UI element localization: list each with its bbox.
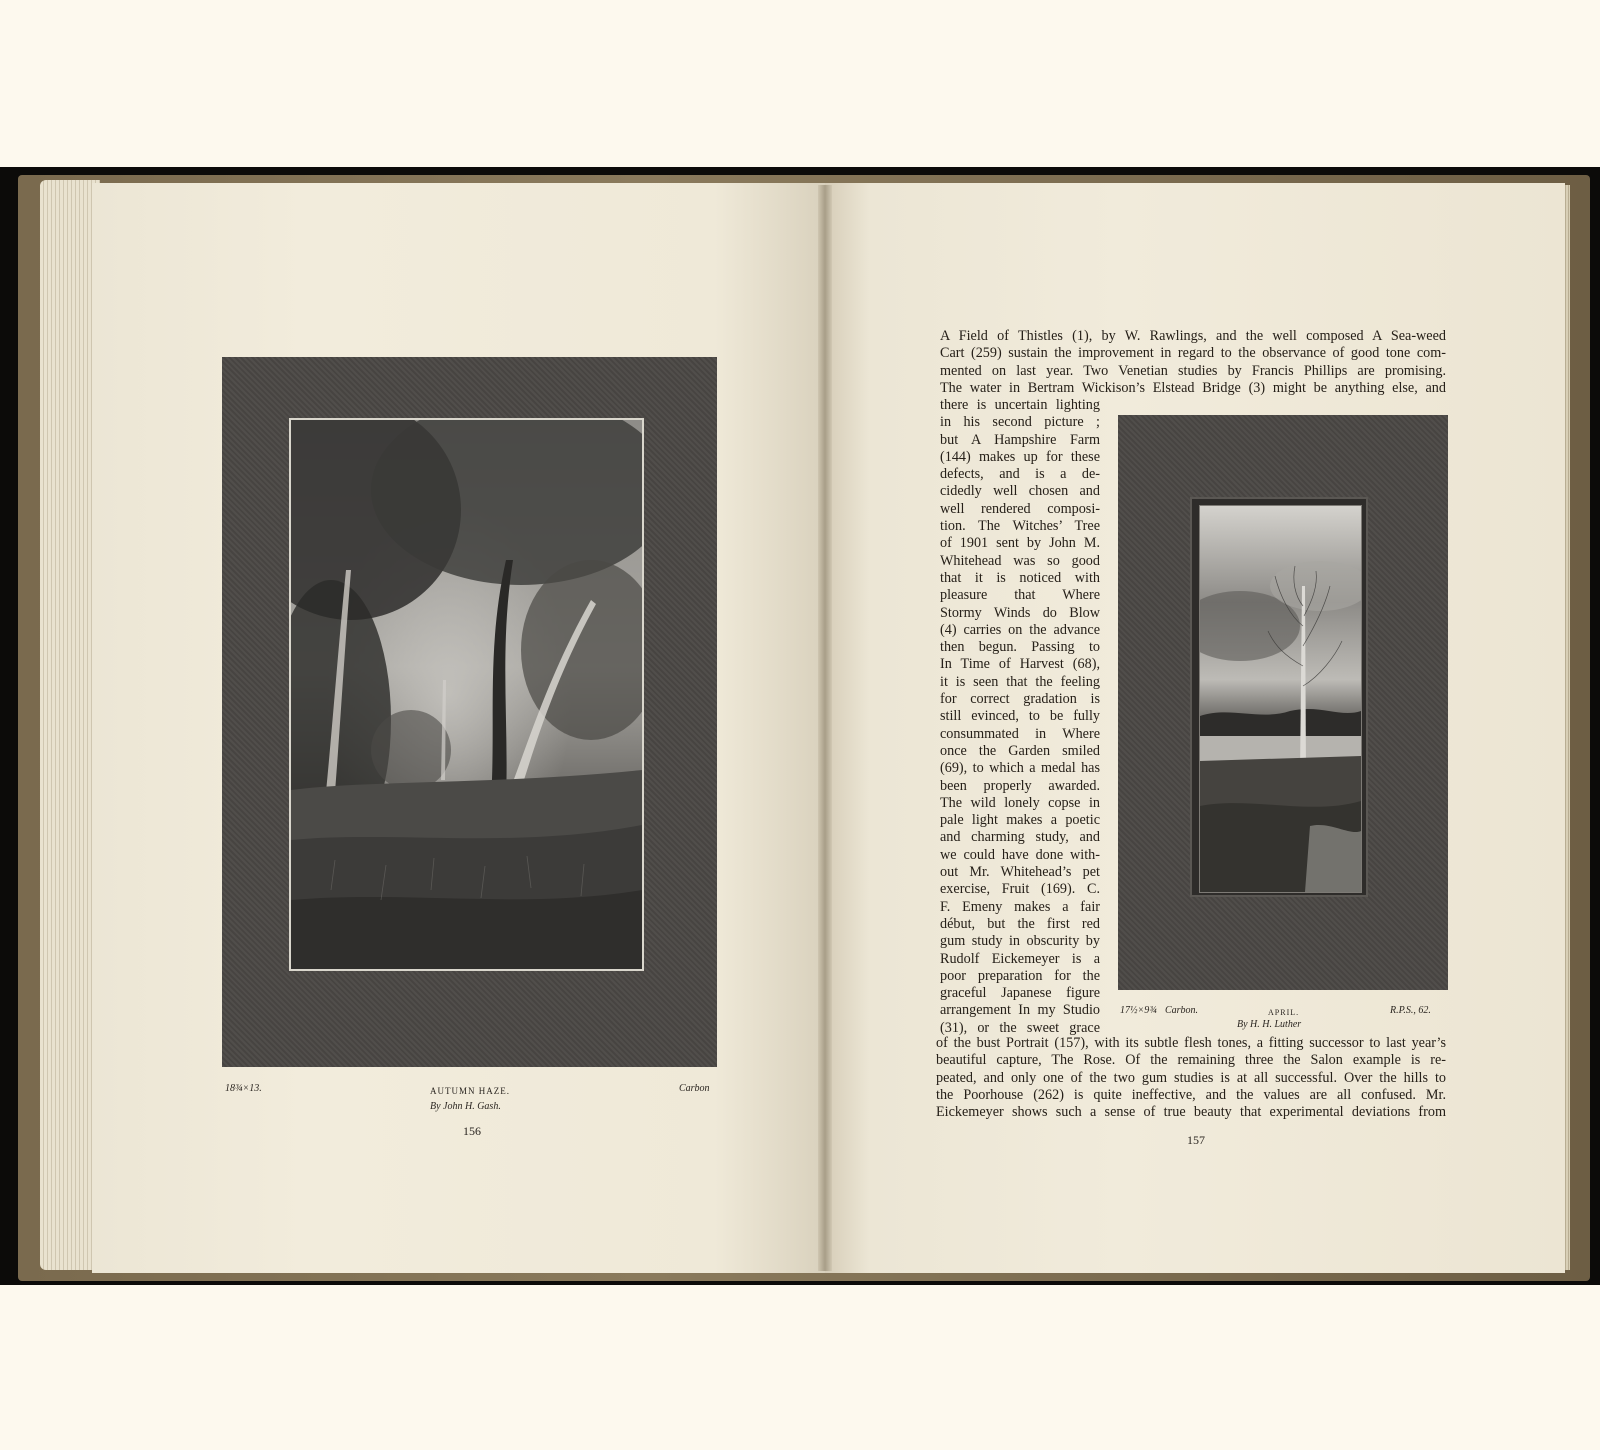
text-line: the Poorhouse (262) is quite ineffective, and the values are all confused. Mr.	[936, 1086, 1446, 1103]
text-line: (144) makes up for these	[940, 448, 1100, 465]
text-line: F. Emeny makes a fair	[940, 898, 1100, 915]
text-line: in his second picture ;	[940, 414, 1100, 431]
text-line: pale light makes a poetic	[940, 812, 1100, 829]
text-line: and charming study, and	[940, 829, 1100, 846]
text-line: beautiful capture, The Rose. Of the remaining three the Salon example is re-	[936, 1052, 1446, 1069]
text-line: In Time of Harvest (68),	[940, 656, 1100, 673]
text-line: it is seen that the feeling	[940, 673, 1100, 690]
text-line: (4) carries on the advance	[940, 621, 1100, 638]
right-caption-reference: R.P.S., 62.	[1390, 1005, 1431, 1016]
text-line: graceful Japanese figure	[940, 985, 1100, 1002]
text-line: well rendered composi-	[940, 500, 1100, 517]
text-line: but A Hampshire Farm	[940, 431, 1100, 448]
text-line: Stormy Winds do Blow	[940, 604, 1100, 621]
text-line: (31), or the sweet grace	[940, 1019, 1100, 1036]
text-line: Whitehead was so good	[940, 552, 1100, 569]
text-line: been properly awarded.	[940, 777, 1100, 794]
text-line: (69), to which a medal has	[940, 760, 1100, 777]
text-line: consummated in Where	[940, 725, 1100, 742]
text-line: pleasure that Where	[940, 587, 1100, 604]
tail-paragraph	[936, 1035, 1446, 1121]
text-line: Eickemeyer shows such a sense of true beauty that experimental deviations from	[936, 1104, 1446, 1121]
left-caption-size: 18¾×13.	[225, 1083, 262, 1094]
text-line: Rudolf Eickemeyer is a	[940, 950, 1100, 967]
text-line: defects, and is a de-	[940, 466, 1100, 483]
left-caption-title: AUTUMN HAZE.	[430, 1086, 510, 1096]
text-line: The water in Bertram Wickison’s Elstead Bridge (3) might be anything else, and	[940, 379, 1446, 396]
text-line: still evinced, to be fully	[940, 708, 1100, 725]
text-line: A Field of Thistles (1), by W. Rawlings, and the well composed A Sea-weed	[940, 328, 1446, 344]
text-line: exercise, Fruit (169). C.	[940, 881, 1100, 898]
left-page-number: 156	[463, 1124, 481, 1138]
text-line: out Mr. Whitehead’s pet	[940, 864, 1100, 881]
left-caption-byline: By John H. Gash.	[430, 1101, 501, 1112]
text-line: that it is noticed with	[940, 569, 1100, 586]
text-line: for correct gradation is	[940, 691, 1100, 708]
text-line: The wild lonely copse in	[940, 794, 1100, 811]
text-line: arrangement In my Studio	[940, 1002, 1100, 1019]
left-caption-process: Carbon	[679, 1083, 710, 1094]
right-caption-byline: By H. H. Luther	[1237, 1019, 1302, 1030]
april-photo	[1199, 505, 1362, 893]
text-line: there is uncertain lighting	[940, 397, 1100, 413]
intro-paragraph	[940, 328, 1446, 397]
right-caption-size: 17½×9¾	[1120, 1005, 1157, 1016]
text-line: of the bust Portrait (157), with its subtle flesh tones, a fitting successor to last year’s	[936, 1035, 1446, 1051]
text-line: peated, and only one of the two gum studies is at all successful. Over the hills to	[936, 1069, 1446, 1086]
text-line: mented on last year. Two Venetian studies by Francis Phillips are promising.	[940, 362, 1446, 379]
text-line: of 1901 sent by John M.	[940, 535, 1100, 552]
book-gutter	[818, 185, 832, 1271]
text-line: tion. The Witches’ Tree	[940, 518, 1100, 535]
text-line: Cart (259) sustain the improvement in regard to the observance of good tone com-	[940, 345, 1446, 362]
text-column	[940, 397, 1100, 1037]
right-caption-title: APRIL.	[1268, 1008, 1300, 1017]
right-page-number: 157	[1187, 1133, 1205, 1147]
right-caption-process: Carbon.	[1165, 1005, 1199, 1016]
text-line: cidedly well chosen and	[940, 483, 1100, 500]
text-line: we could have done with-	[940, 846, 1100, 863]
text-line: poor preparation for the	[940, 967, 1100, 984]
text-line: once the Garden smiled	[940, 742, 1100, 759]
autumn-haze-photo	[289, 418, 644, 971]
text-line: then begun. Passing to	[940, 639, 1100, 656]
text-line: début, but the first red	[940, 915, 1100, 932]
text-line: gum study in obscurity by	[940, 933, 1100, 950]
page-edges-left	[40, 180, 100, 1270]
